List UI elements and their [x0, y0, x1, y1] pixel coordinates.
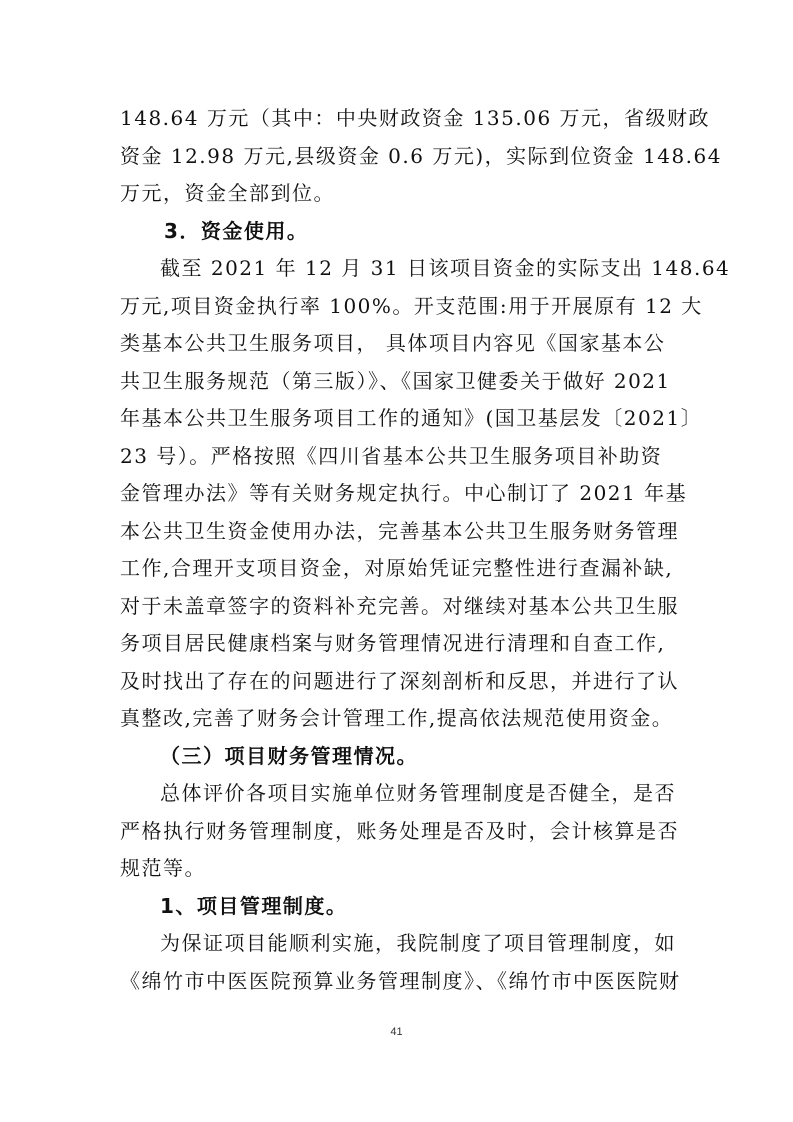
paragraph-funding [120, 100, 722, 213]
text-line: 规范等。 [120, 856, 206, 880]
text-line: 148.64 万元（其中：中央财政资金 135.06 万元，省级财政 [120, 106, 711, 130]
text-line: 金管理办法》等有关财务规定执行。中心制订了 2021 年基 [120, 481, 688, 505]
text-line: 类基本公共卫生服务项目， 具体项目内容见《国家基本公 [120, 331, 666, 355]
heading-fund-usage [120, 213, 676, 251]
text-line: 工作,合理开支项目资金，对原始凭证完整性进行查漏补缺, [120, 556, 674, 580]
section-heading: （三）项目财务管理情况。 [160, 743, 418, 768]
text-line: 《绵竹市中医医院预算业务管理制度》、《绵竹市中医医院财 [120, 968, 681, 993]
text-line: 为保证项目能顺利实施，我院制度了项目管理制度，如 [160, 931, 676, 955]
section-heading: 3．资金使用。 [164, 218, 309, 243]
text-line: 截至 2021 年 12 月 31 日该项目资金的实际支出 148.64 [160, 256, 731, 280]
text-line: 总体评价各项目实施单位财务管理制度是否健全，是否 [160, 781, 676, 805]
heading-financial-management [120, 738, 676, 776]
text-line: 万元,项目资金执行率 100%。开支范围:用于开展原有 12 大 [120, 293, 703, 318]
text-line: 23 号）。严格按照《四川省基本公共卫生服务项目补助资 [120, 443, 663, 468]
text-line: 对于未盖章签字的资料补充完善。对继续对基本公共卫生服 [120, 593, 679, 618]
paragraph-evaluation [120, 775, 679, 888]
text-line: 万元，资金全部到位。 [120, 181, 335, 205]
paragraph-fund-usage [120, 250, 731, 738]
text-line: 共卫生服务规范（第三版）》、《国家卫健委关于做好 2021 [120, 368, 671, 393]
paragraph-management-system [120, 925, 681, 1000]
page-number: 41 [390, 1026, 403, 1038]
heading-management-system [120, 888, 676, 926]
text-line: 务项目居民健康档案与财务管理情况进行清理和自查工作, [120, 631, 666, 655]
text-line: 年基本公共卫生服务项目工作的通知》(国卫基层发〔2021〕 [120, 406, 703, 430]
section-heading: 1、项目管理制度。 [160, 893, 348, 918]
text-line: 本公共卫生资金使用办法，完善基本公共卫生服务财务管理 [120, 518, 679, 543]
text-line: 真整改,完善了财务会计管理工作,提高依法规范使用资金。 [120, 706, 674, 730]
text-line: 及时找出了存在的问题进行了深刻剖析和反思，并进行了认 [120, 668, 679, 693]
text-line: 严格执行财务管理制度，账务处理是否及时，会计核算是否 [120, 818, 679, 843]
body-text [120, 100, 731, 1000]
text-line: 资金 12.98 万元,县级资金 0.6 万元)，实际到位资金 148.64 [120, 143, 722, 168]
